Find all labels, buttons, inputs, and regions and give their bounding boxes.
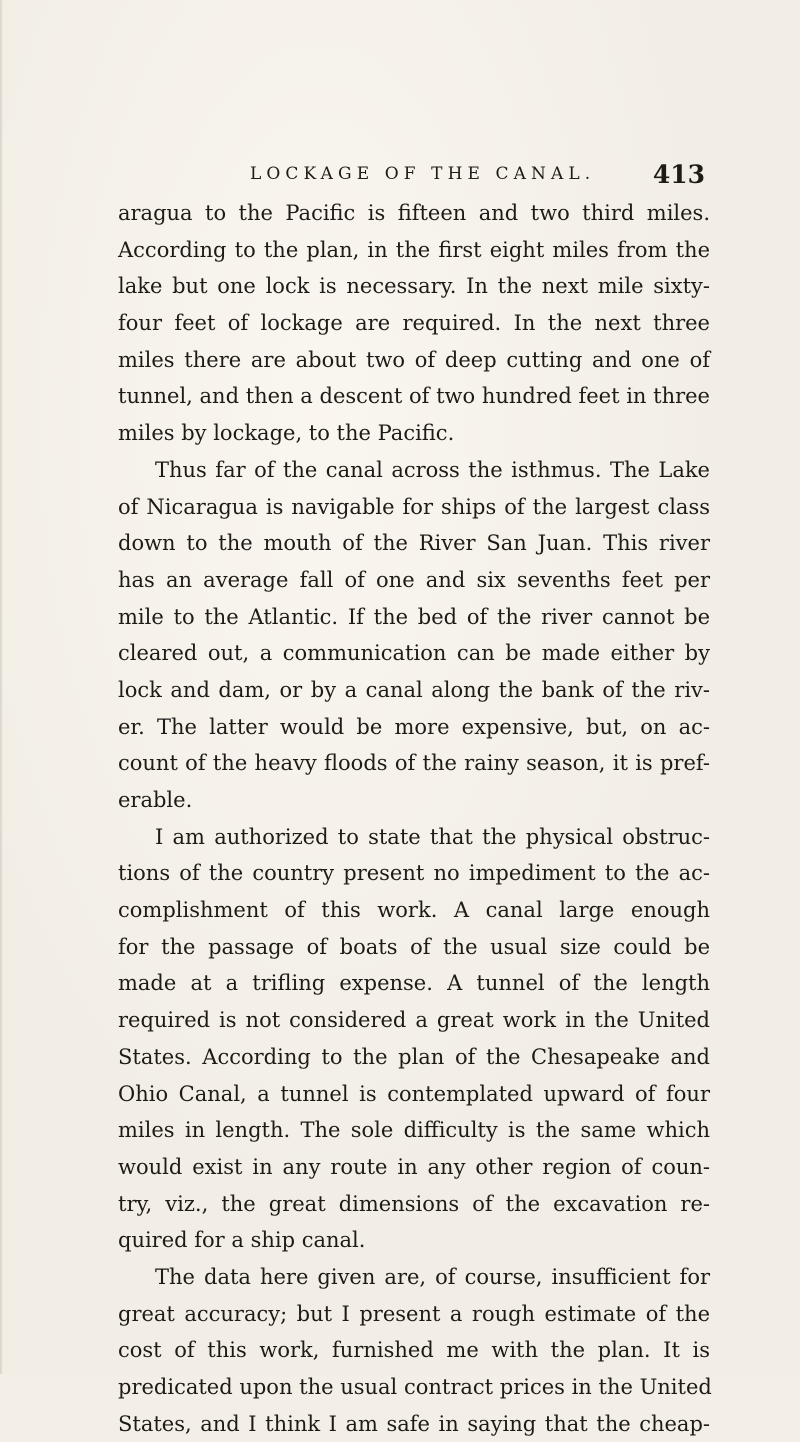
text-line: of Nicaragua is navigable for ships of the largest class xyxy=(118,494,710,519)
text-line: predicated upon the usual contract prices in the United xyxy=(118,1375,712,1399)
text-line: count of the heavy floods of the rainy season, it is pref- xyxy=(118,751,710,776)
text-line: lock and dam, or by a canal along the bank of the riv- xyxy=(118,677,710,702)
text-line: made at a trifling expense. A tunnel of the length xyxy=(118,971,710,996)
text-line: four feet of lockage are required. In the next three xyxy=(118,311,710,336)
text-line: aragua to the Pacific is fifteen and two third miles. xyxy=(118,201,710,225)
text-line: Ohio Canal, a tunnel is contemplated upward of four xyxy=(118,1081,710,1106)
text-line: complishment of this work. A canal large enough xyxy=(118,898,710,923)
text-line: The data here given are, of course, insufficient for xyxy=(155,1264,710,1289)
text-line: erable. xyxy=(118,788,193,812)
text-line: try, viz., the great dimensions of the excavation re- xyxy=(118,1191,710,1216)
text-line: miles there are about two of deep cutting and one of xyxy=(118,347,710,372)
text-line: for the passage of boats of the usual size could be xyxy=(118,934,710,959)
text-line: miles in length. The sole difficulty is the same which xyxy=(118,1118,710,1143)
page-number: 413 xyxy=(652,159,705,189)
text-line: er. The latter would be more expensive, but, on ac- xyxy=(118,714,710,739)
text-line: would exist in any route in any other region of coun- xyxy=(118,1154,710,1179)
page-header xyxy=(250,150,705,198)
text-line: down to the mouth of the River San Juan. This river xyxy=(118,531,710,556)
text-line: mile to the Atlantic. If the bed of the river cannot be xyxy=(118,604,710,629)
text-line: cleared out, a communication can be made either by xyxy=(118,641,710,666)
text-line: miles by lockage, to the Pacific. xyxy=(118,421,455,446)
text-line: tions of the country present no impediment to the ac- xyxy=(118,861,710,886)
body-text xyxy=(118,195,710,1442)
text-line: has an average fall of one and six sevenths feet per xyxy=(118,567,710,592)
page-edge-shadow xyxy=(0,0,3,1374)
text-line: tunnel, and then a descent of two hundred feet in three xyxy=(118,384,710,409)
text-line: great accuracy; but I present a rough estimate of the xyxy=(118,1301,710,1326)
text-line: quired for a ship canal. xyxy=(118,1228,366,1253)
text-line: States. According to the plan of the Chesapeake and xyxy=(118,1044,710,1069)
running-head: LOCKAGE OF THE CANAL. xyxy=(250,164,596,184)
text-line: According to the plan, in the first eight miles from the xyxy=(118,237,710,262)
text-line: States, and I think I am safe in saying that the cheap- xyxy=(118,1411,710,1436)
text-line: Thus far of the canal across the isthmus. The Lake xyxy=(155,457,710,482)
text-line: lake but one lock is necessary. In the next mile sixty- xyxy=(118,274,710,299)
text-line: I am authorized to state that the physical obstruc- xyxy=(155,824,710,849)
text-line: required is not considered a great work in the United xyxy=(118,1008,710,1033)
text-line: cost of this work, furnished me with the plan. It is xyxy=(118,1338,710,1363)
